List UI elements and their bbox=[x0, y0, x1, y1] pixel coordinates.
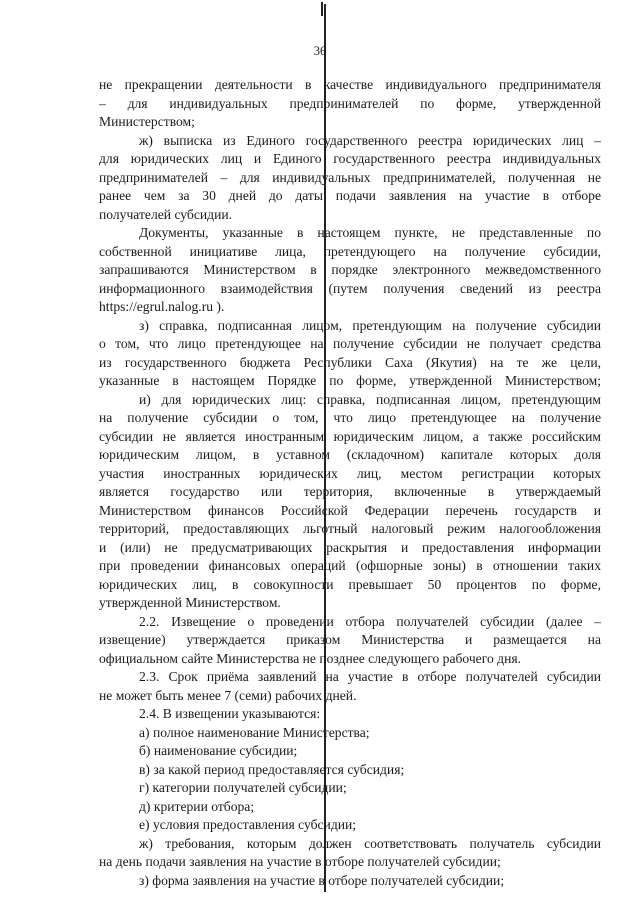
text-line: участия иностранных юридических лиц, местом регистрации которых bbox=[99, 465, 601, 481]
text-line: г) категории получателей субсидии; bbox=[139, 780, 347, 795]
text-line: Министерством финансов Российской Федерации перечень государств и bbox=[99, 502, 601, 518]
text-line: юридических лиц, в совокупности превышает 50 процентов по форме, bbox=[99, 576, 601, 592]
text-line: б) наименование субсидии; bbox=[139, 743, 298, 758]
text-line: собственной инициативе лица, претендующего на получение субсидии, bbox=[99, 243, 601, 259]
text-line: официальном сайте Министерства не позднее следующего рабочего дня. bbox=[99, 650, 521, 666]
text-line: 2.3. Срок приёма заявлений на участие в отборе получателей субсидии bbox=[139, 669, 601, 684]
text-line: указанные в настоящем Порядке по форме, утвержденной Министерством; bbox=[99, 373, 601, 388]
text-line: запрашиваются Министерством в порядке электронного межведомственного bbox=[99, 262, 601, 277]
text-line: з) справка, подписанная лицом, претендующим на получение субсидии bbox=[139, 317, 601, 333]
text-line: 2.2. Извещение о проведении отбора получателей субсидии (далее – bbox=[139, 613, 601, 629]
text-line: на день подачи заявления на участие в отборе получателей субсидии; bbox=[99, 854, 501, 869]
text-line: ранее чем за 30 дней до даты подачи заявления на участие в отборе bbox=[99, 188, 601, 203]
text-line: при проведении финансовых операций (офшорные зоны) в отношении таких bbox=[99, 558, 601, 573]
text-line: е) условия предоставления субсидии; bbox=[139, 817, 357, 832]
text-line: https://egrul.nalog.ru ). bbox=[99, 299, 225, 314]
text-line: на получение субсидии о том, что лицо претендующее на получение bbox=[99, 410, 601, 425]
text-line: з) форма заявления на участие в отборе получателей субсидии; bbox=[139, 872, 505, 888]
text-line: а) полное наименование Министерства; bbox=[139, 724, 370, 740]
text-line: не прекращении деятельности в качестве индивидуального предпринимателя bbox=[99, 77, 601, 92]
text-line: юридическим лицом, в уставном (складочном) капитале которых доля bbox=[99, 447, 601, 462]
text-line: не может быть менее 7 (семи) рабочих дней. bbox=[99, 687, 357, 703]
text-line: получателей субсидии. bbox=[99, 206, 233, 222]
text-line: предпринимателей – для индивидуальных предпринимателей, полученная не bbox=[99, 169, 601, 185]
text-line: ж) выписка из Единого государственного реестра юридических лиц – bbox=[139, 132, 601, 148]
text-line: из государственного бюджета Республики Саха (Якутия) на те же цели, bbox=[99, 354, 601, 370]
text-line: субсидии не является иностранным юридическим лицом, а также российским bbox=[99, 428, 601, 444]
page-number: 36 bbox=[313, 44, 327, 58]
text-line: информационного взаимодействия (путем получения сведений из реестра bbox=[99, 280, 601, 296]
scan-artifact-line-top bbox=[321, 2, 323, 16]
text-line: и) для юридических лиц: справка, подписанная лицом, претендующим bbox=[139, 391, 601, 407]
text-line: – для индивидуальных предпринимателей по форме, утвержденной bbox=[99, 95, 601, 111]
text-line: 2.4. В извещении указываются: bbox=[139, 706, 321, 721]
text-line: извещение) утверждается приказом Министерства и размещается на bbox=[99, 632, 601, 647]
text-line: ж) требования, которым должен соответствовать получатель субсидии bbox=[139, 835, 601, 851]
document-body bbox=[99, 76, 601, 890]
text-line: и (или) не предусматривающих раскрытия и предоставления информации bbox=[99, 539, 601, 555]
text-line: Министерством; bbox=[99, 114, 195, 129]
text-line: Документы, указанные в настоящем пункте, не представленные по bbox=[139, 225, 601, 240]
text-line: о том, что лицо претендующее на получение субсидии не получает средства bbox=[99, 336, 601, 351]
text-line: является государство или территория, включенные в утверждаемый bbox=[99, 484, 601, 499]
text-line: утвержденной Министерством. bbox=[99, 595, 281, 610]
text-line: д) критерии отбора; bbox=[139, 798, 255, 814]
text-line: территорий, предоставляющих льготный налоговый режим налогообложения bbox=[99, 521, 601, 536]
text-line: для юридических лиц и Единого государственного реестра индивидуальных bbox=[99, 151, 601, 166]
text-line: в) за какой период предоставляется субсидия; bbox=[139, 761, 405, 777]
